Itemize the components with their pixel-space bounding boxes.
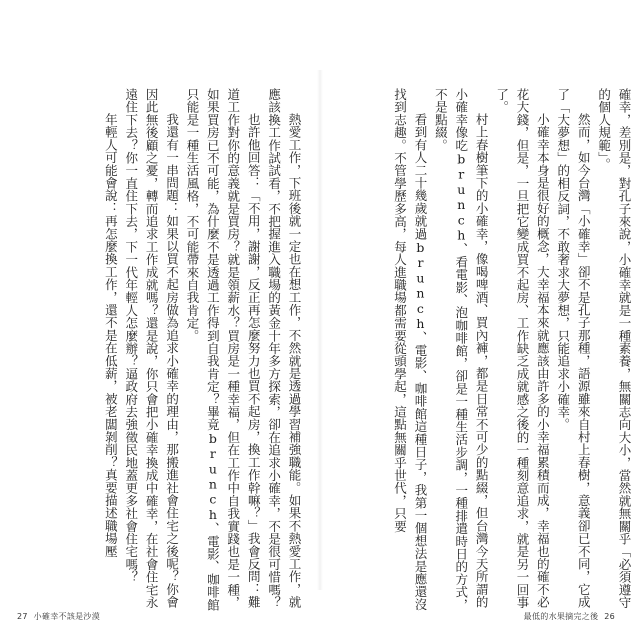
right-page (322, 0, 640, 640)
right-paragraph-4: 村上春樹筆下的小確幸，像喝啤酒、買內褲，都是日常不可少的點綴，但台灣今天所謂的小確幸像吃brunch、看電影、泡咖啡館，卻是一種生活步調，一種排遣時日的方式，不是點綴。 (433, 88, 490, 611)
right-page-body (348, 88, 634, 612)
right-paragraph-2: 然而，如今台灣「小確幸」卻不是孔子那種，語源雖來自村上春樹，意義卻已不同，它成了「大夢想」的相反詞，不敢奢求大夢想，只能追求小確幸。 (555, 88, 592, 609)
right-page-number: 26 (604, 612, 615, 621)
left-paragraph-3: 我還有一串問題：如果以買不起房做為追求小確幸的理由，那搬進社會住宅之後呢？你會因此無後顧之憂，轉而追求工作成就嗎？還是說，你只會把小確幸換成中確幸，在社會住宅永遠住下去？你一直住下去，下一代年輕人怎麼辦？逼政府去強徵民地蓋更多社會住宅嗎？ (123, 88, 180, 609)
left-page-body (64, 88, 304, 612)
left-folio (14, 611, 100, 622)
right-running-title: 最低的水果摘完之後 (523, 612, 599, 621)
right-folio (524, 611, 618, 622)
left-paragraph-4: 年輕人可能會說：再怎麼換工作，還不是在低薪，被老闆剝削？真要描述職場壓 (103, 113, 119, 558)
left-page (0, 0, 318, 640)
left-paragraph-2: 也許他回答：「不用，謝謝，反正再怎麼努力也買不起房，換工作幹嘛？」我會反問：難道工作對你的意義就是買房？就是領薪水？買房是一種幸福，但在工作中自我實踐也是一種，如果買房已不可能，為什麼不是透過工作得到自我肯定？畢竟brunch、電影、咖啡館只能是一種生活風格，不可能帶來自我肯定。 (184, 88, 262, 611)
right-paragraph-3: 小確幸本身是很好的概念，大幸福本來就應該由許多的小幸福累積而成，幸福也的確不必花大錢，但是，一旦把它變成買不起房、工作缺乏成就感之後的一種刻意追求，就是另一回事了。 (494, 88, 551, 609)
right-paragraph-1: 確幸，差別是，對孔子來說，小確幸就是一種素養，無關志向大小，當然就無關乎「必須遵守的個人規範」。 (596, 88, 632, 609)
left-page-number: 27 (17, 612, 28, 621)
right-paragraph-5: 看到有人二十幾歲就過brunch、電影、咖啡館這種日子，我第一個想法是應還沒找到志趣。不管學歷多高，每人進職場都需要從頭學起，這點無關乎世代，只要 (392, 88, 428, 611)
left-running-title: 小確幸不該是沙漠 (33, 612, 101, 621)
left-paragraph-1: 熱愛工作，下班後就一定也在想工作，不然就是透過學習補強職能。如果不熱愛工作，就應該換工作試試看，不把握進入職場的黃金十年多方探索，卻在追求小確幸，不是很可惜嗎？ (266, 88, 302, 609)
